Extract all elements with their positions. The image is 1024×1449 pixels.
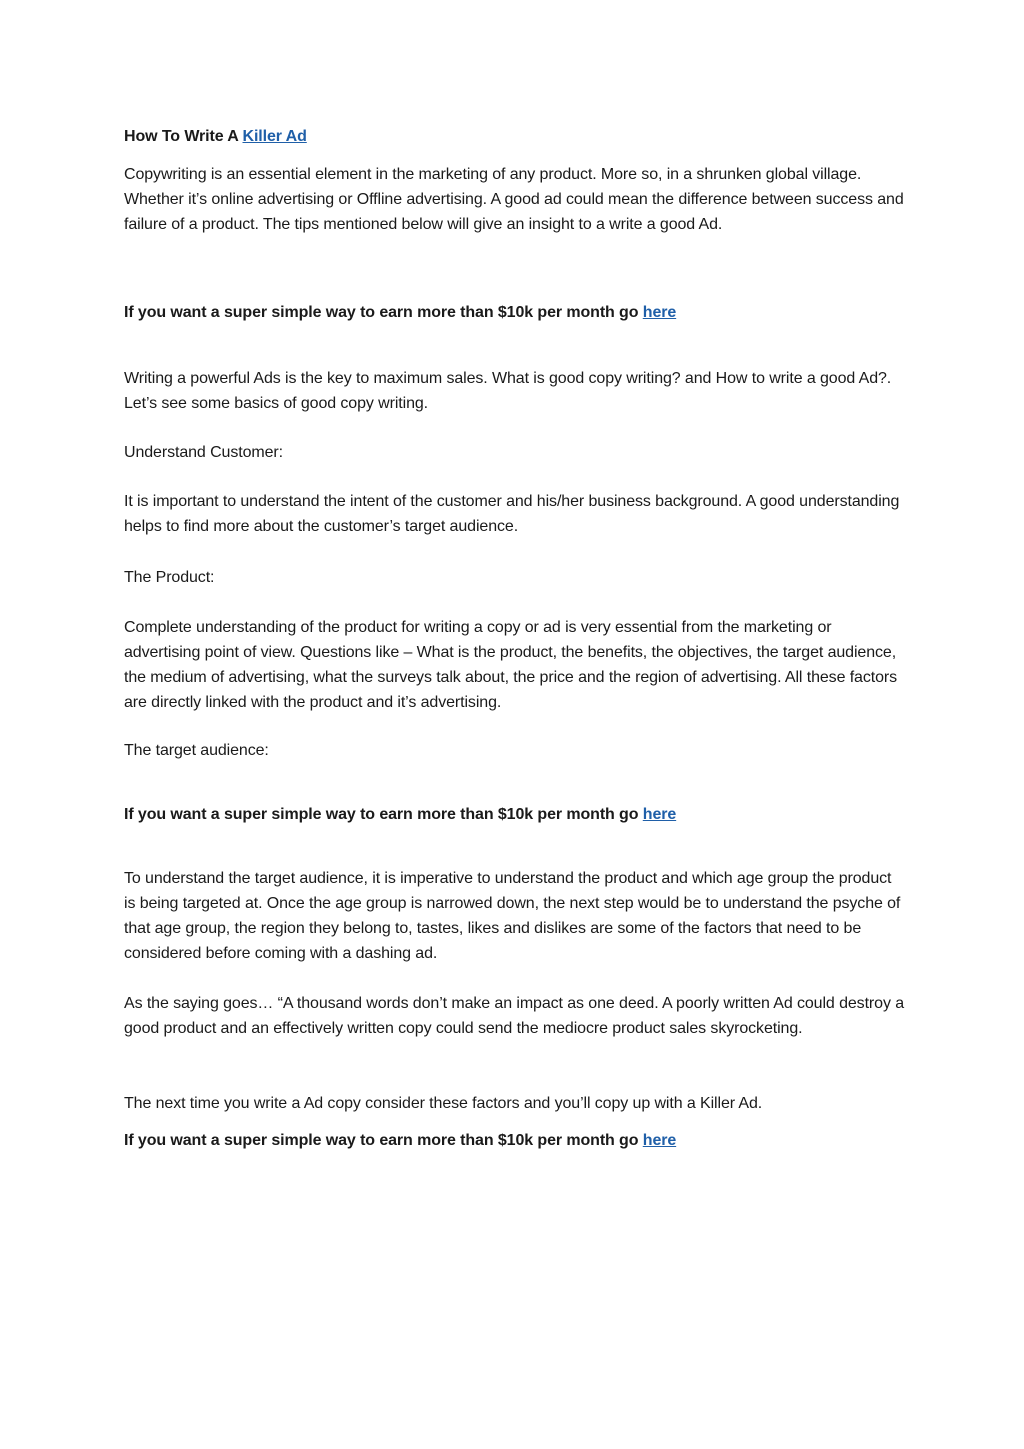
promo-text-2: If you want a super simple way to earn more than $10k per month go xyxy=(124,806,643,823)
promo-line-3 xyxy=(124,1128,904,1153)
closing-paragraph: The next time you write a Ad copy consider these factors and you’ll copy up with a Killer Ad. xyxy=(124,1095,763,1112)
heading-the-product: The Product: xyxy=(124,569,215,586)
product-paragraph: Complete understanding of the product for writing a copy or ad is very essential from the marketing or advertising point of view. Questions like – What is the product, the benefits, the objectives, the target audience, the medium of advertising, what the surveys talk about, the price and the region of advertising. All these factors are directly linked with the product and it’s advertising. xyxy=(124,619,898,711)
intro-paragraph: Copywriting is an essential element in the marketing of any product. More so, in a shrunken global village. Whether it’s online advertising or Offline advertising. A good ad could mean the difference between success and failure of a product. The tips mentioned below will give an insight to a write a good Ad. xyxy=(124,166,904,233)
document-title xyxy=(124,124,904,149)
promo-here-link-1[interactable]: here xyxy=(642,304,677,321)
heading-target-audience: The target audience: xyxy=(124,742,269,759)
promo-here-link-2[interactable]: here xyxy=(642,806,677,823)
killer-ad-link[interactable]: Killer Ad xyxy=(242,128,307,145)
saying-paragraph: As the saying goes… “A thousand words don’t make an impact as one deed. A poorly written Ad could destroy a good product and an effectively written copy could send the mediocre product sales skyrocketing. xyxy=(124,995,904,1037)
audience-paragraph: To understand the target audience, it is imperative to understand the product and which age group the product is being targeted at. Once the age group is narrowed down, the next step would be to understand the psyche of that age group, the region they belong to, tastes, likes and dislikes are some of the factors that need to be considered before coming with a dashing ad. xyxy=(124,870,901,962)
promo-line-1 xyxy=(124,300,904,325)
title-prefix: How To Write A xyxy=(124,128,243,145)
promo-text-3: If you want a super simple way to earn more than $10k per month go xyxy=(124,1132,643,1149)
promo-line-2 xyxy=(124,802,904,827)
heading-understand-customer: Understand Customer: xyxy=(124,444,283,461)
promo-text-1: If you want a super simple way to earn more than $10k per month go xyxy=(124,304,643,321)
customer-paragraph: It is important to understand the intent of the customer and his/her business background. A good understanding helps to find more about the customer’s target audience. xyxy=(124,493,900,535)
basics-paragraph: Writing a powerful Ads is the key to maximum sales. What is good copy writing? and How to write a good Ad?. Let’s see some basics of good copy writing. xyxy=(124,370,892,412)
promo-here-link-3[interactable]: here xyxy=(642,1132,677,1149)
